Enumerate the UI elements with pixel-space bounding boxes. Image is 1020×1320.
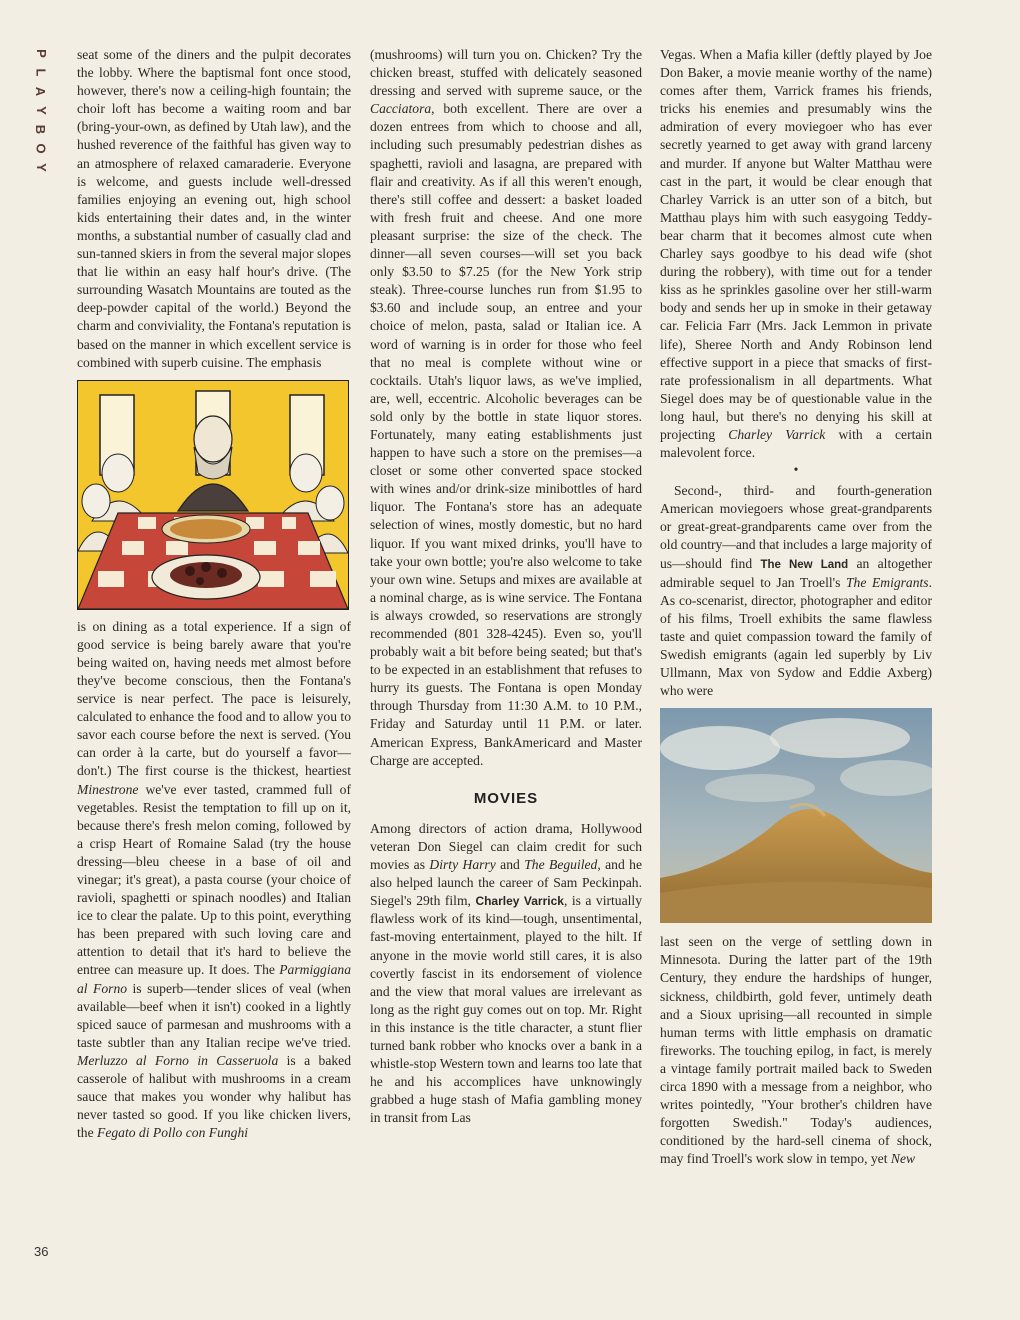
film-title: Charley Varrick [728,426,826,442]
film-title: The New Land [760,558,849,571]
film-still-photo [660,708,932,923]
dish-name: Cacciatora [370,101,432,117]
text-run: (mushrooms) will turn you on. Chicken? Try the chicken breast, stuffed with delicately seasoned dressing and served with supreme sauce, or the [370,47,642,99]
film-title: Charley Varrick [475,894,564,909]
text-run: last seen on the verge of settling down in Minnesota. During the latter part of the 19th Century, they endure the hardships of hunger, sickness, childbirth, gold fever, untimely death and a Sioux uprising—all recounted in simple human terms with little emphasis on dramatic fireworks. The touching epilog, in fact, is merely a vintage family portrait mailed back to Sweden circa 1890 with a message from a neighbor, who writes pointedly, "Your brother's children have forgotten Swedish." Today's audiences, conditioned by the hard-sell cinema of shock, may find Troell's work slow in tempo, yet [660,934,932,1167]
page-number: 36 [34,1244,49,1259]
text-run: , and he also helped launch the career of Sam Peckinpah. Siegel's 29th film, [370,857,643,909]
text-run: we've ever tasted, crammed full of vegetables. Resist the temptation to fill up on it, because there's fresh melon coming, followed by a crisp Heart of Romaine Salad (try the house dressing—bleu cheese in a base of oil and vinegar; it's great), a pasta course (your choice of ravioli, spaghetti or spinach noodles) and Italian ice to clear the palate. Up to this point, everything has been prepared with such loving care and attention to detail that it's hard to believe the entree can measure up. It does. The [77,781,351,978]
film-title: The Emigrants [845,574,929,590]
dining-illustration [77,380,349,610]
paragraph [660,933,932,1168]
masthead-letter: O [33,143,49,154]
text-run: Vegas. When a Mafia killer (deftly played by Joe Don Baker, a movie meanie worthy of the name) comes after them, Varrick frames his friends, tricks his enemies and presumably wins the admiration of every moviegoer who has ever secretly yearned to get away with grand larceny and murder. If anyone but Walter Matthau were cast in the part, it would be clear enough that Charley Varrick is an utter son of a bitch, but Matthau plays him with such easygoing Teddy-bear charm that it becomes almost cute when Charley says goodbye to his dead wife (shot during the robbery), with time out for a tender kiss as he sprinkles gasoline over her still-warm body and sends her up in smoke in their getaway car. Felicia Farr (Mrs. Jack Lemmon in private life), Sheree North and Andy Robinson lend effective support in a piece that smacks of first-rate professionalism in all departments. What Siegel does may be of questionable value in the long haul, but there's no denying his skill at projecting [660,47,932,442]
dish-name: Parmiggiana al Forno [77,962,351,996]
dish-name: Minestrone [77,781,139,797]
paragraph [77,618,351,1143]
text-run: with a certain malevolent force. [660,426,933,461]
text-run: , is a virtually flawless work of its kind—tough, unsentimental, fast-moving entertainment, played to the hilt. If anyone in the movie world still cares, it is also covertly fascist in its endorsement of violence and the view that moral values are irrelevant as long as the right guy comes out on top. Mr. Right in this instance is the title character, a stunt flier turned bank robber who knocks over a bank in a whistle-stop Western town and learns too late that he and his accomplices have unknowingly grabbed a huge stash of Mafia gambling money in transit from Las [370,893,642,1126]
paragraph [660,482,932,700]
masthead-letter: A [33,86,49,97]
masthead-letter: Y [33,163,49,172]
text-run: is on dining as a total experience. If a sign of good service is being barely aware that you're being waited on, having needs met almost before they've become conscious, then the Fontana's service is near perfect. The pace is leisurely, calculated to enhance the food and to allow you to savor each course before the next is served. (You can order à la carte, but do yourself a favor—don't.) The first course is the thickest, heartiest [77,618,351,779]
masthead-playboy [30,44,52,177]
text-run: is superb—tender slices of veal (when available—beef when it isn't) cooked in a lightly spiced sauce of parmesan and mushrooms with a taste subtler than any Italian recipe we've tried. [77,980,351,1050]
film-title: The Beguiled [524,857,598,873]
column-1 [77,46,351,1142]
text-run: an altogether admirable sequel to Jan Troell's [660,555,932,590]
text-run: , both excellent. There are over a dozen entrees from which to choose and all, including such presumably pedestrian dishes as spaghetti, ravioli and lasagna, are prepared with flair and creativity. As if all this weren't enough, there's still coffee and dessert: a basket loaded with fresh fruit and cheese. And one more pleasant surprise: the size of the check. The dinner—all seven courses—will set you back only $3.50 to $7.25 (for the New York strip steak). Three-course lunches run from $1.95 to $3.60 and include soup, an entree and your choice of melon, pasta, salad or Italian ice. A word of warning is in order for those who feel that no meal is complete without wine or cocktails. Utah's liquor laws, as we've implied, are, well, eccentric. Alcoholic beverages can be sold only by the bottle in state liquor stores. Fortunately, many eating establishments just happen to have such a store on the premises—a closet or some other converted space stocked with wines and/or drink-size minibottles of hard liquor. The Fontana's store has an adequate selection of wines, mostly domestic, but no hard liquor. If you want mixed drinks, you'll have to take your own bottle; you're also welcome to take your own wine. Setups and mixes are available at a nominal charge, as is wine service. The Fontana is always crowded, so reservations are strongly recommended (801 328-4245). Even so, you'll probably wait a bit before being seated; but that's to be expected in an establishment that refuses to hurry its guests. The Fontana is open Monday through Thursday from 11:30 A.M. to 10 P.M., Friday and Saturday until 11 P.M. or later. American Express, BankAmericard and Master Charge are accepted. [370,101,642,768]
paragraph [660,46,932,462]
dish-name: Fegato di Pollo con Funghi [97,1125,249,1141]
masthead-letter: P [33,49,49,58]
text-run: Among directors of action drama, Hollywood veteran Don Siegel can claim credit for such movies as [370,820,642,873]
masthead-letter: L [33,68,49,77]
column-2 [370,46,642,1127]
paragraph: seat some of the diners and the pulpit decorates the lobby. Where the baptismal font once stood, however, there's now a ceiling-high fountain; the choir loft has become a waiting room and bar (bring-your-own, as defined by Utah law), and the hushed reverence of the faithful has given way to an atmosphere of relaxed camaraderie. Everyone is welcome, and guests include well-dressed families enjoying an evening out, high school kids entertaining their dates and, in the winter months, a substantial number of casually clad and sun-tanned skiers in from the several major slopes that lie within an easy half hour's drive. (The surrounding Wasatch Mountains are touted as the deep-powder capital of the world.) Beyond the charm and conviviality, the Fontana's reputation is based on the manner in which excellent service is combined with superb cuisine. The emphasis [77,47,351,370]
masthead-letter: B [33,124,49,135]
paragraph [370,46,642,770]
text-run: and [495,857,525,873]
masthead-letter: Y [33,106,49,115]
paragraph [370,820,642,1128]
column-3 [660,46,932,1169]
section-divider-dot: • [793,462,799,478]
text-run: . As co-scenarist, director, photographer and editor of his films, Troell exhibits the same flawless taste and quiet compassion toward the family of Swedish emigrants (again led superbly by Liv Ullmann, Max von Sydow and Eddie Axberg) who were [660,574,933,699]
film-title: Dirty Harry [429,857,496,873]
dish-name: Merluzzo al Forno in Casseruola [77,1052,279,1068]
section-heading-movies: MOVIES [473,789,539,807]
text-run: is a baked casserole of halibut with mushrooms in a cream sauce that makes you wonder why halibut has never tasted so good. If you like chicken livers, the [77,1052,351,1141]
text-run: Second-, third- and fourth-generation American moviegoers whose great-grandparents or great-great-grandparents came over from the old country—and that includes a large majority of us—should find [660,483,932,571]
film-title: New [890,1151,916,1167]
